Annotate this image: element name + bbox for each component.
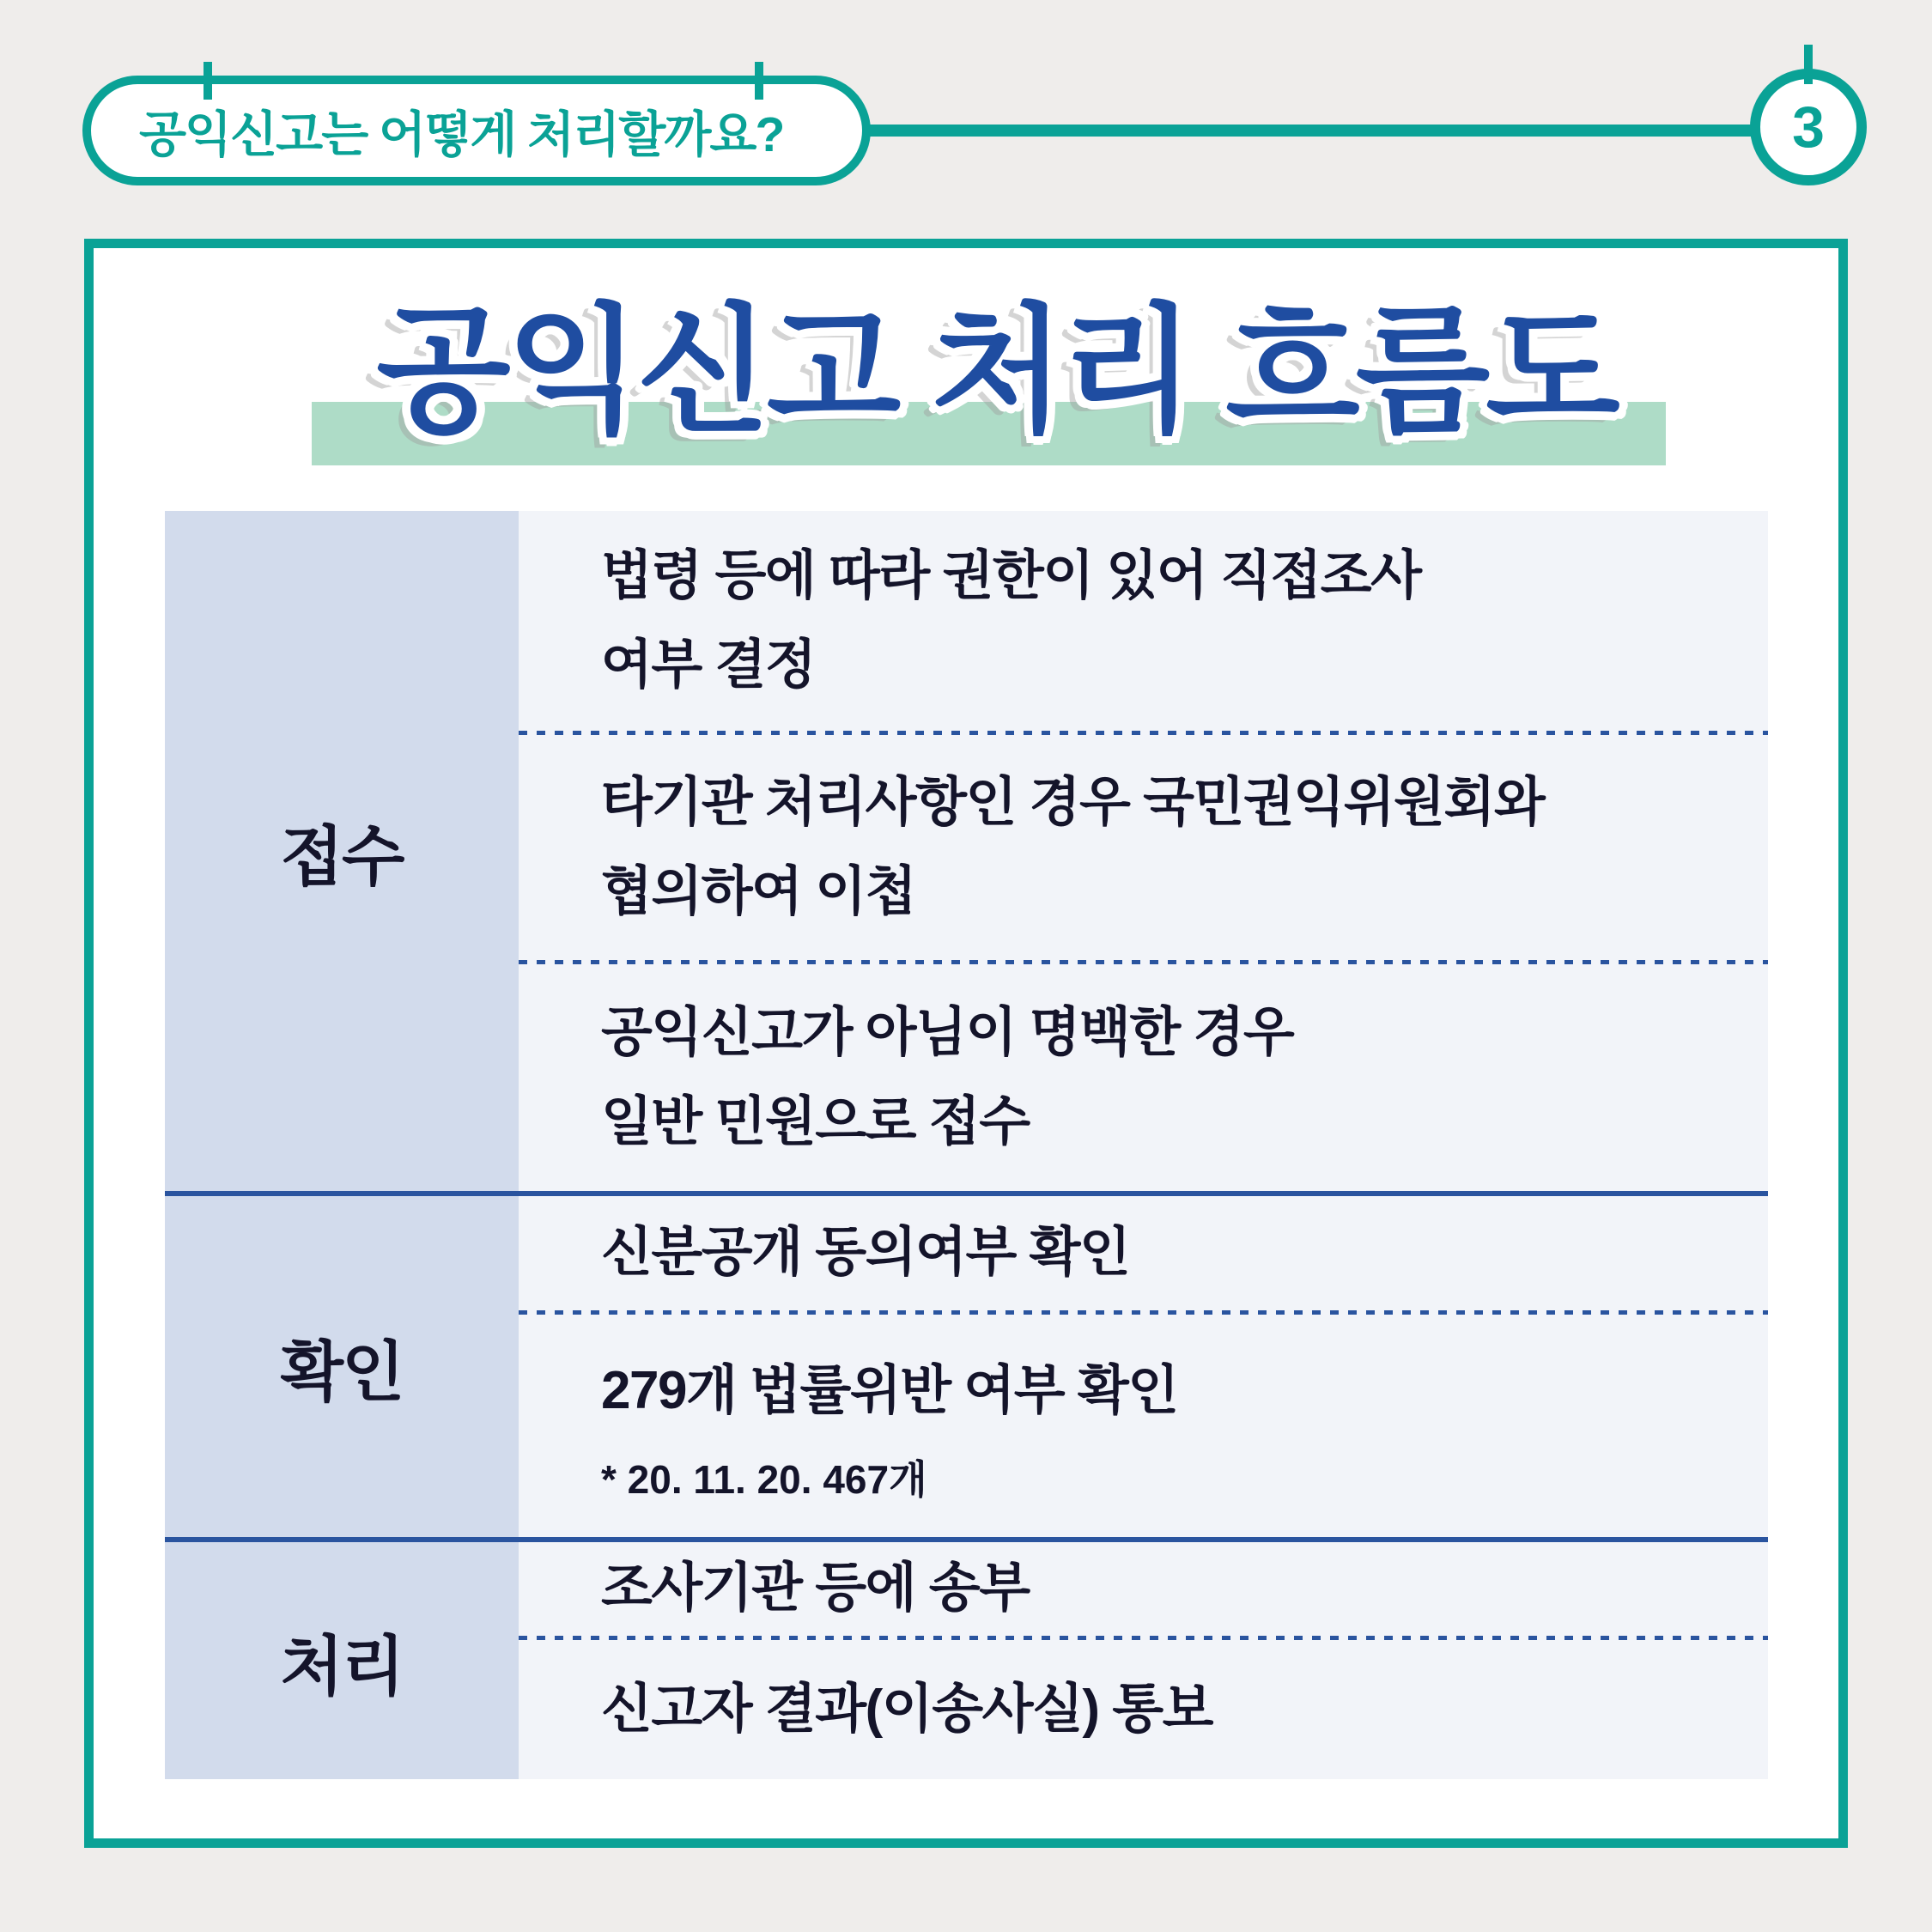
flow-item — [519, 1640, 1768, 1779]
header-badge-label: 공익신고는 어떻게 처리할까요? — [139, 107, 784, 162]
section-label-cell — [165, 511, 519, 1191]
flow-item-line: 협의하여 이첩 — [601, 862, 916, 921]
section-label: 처리 — [280, 1630, 404, 1704]
section-label-cell — [165, 1196, 519, 1537]
flow-item — [519, 735, 1768, 960]
badge-tick-left — [204, 62, 212, 100]
page-number: 3 — [1792, 94, 1825, 160]
page-title: 공익신고 처리 흐름도 — [376, 294, 1616, 449]
flow-item — [519, 1542, 1768, 1636]
header-badge — [82, 76, 871, 185]
flow-item-line: 조사기관 등에 송부 — [601, 1558, 1030, 1619]
flow-item-line: 신분공개 동의여부 확인 — [601, 1223, 1130, 1283]
page-number-badge — [1750, 69, 1867, 185]
flow-item-line: 279개 법률위반 여부 확인 — [601, 1361, 1178, 1421]
section-label-cell — [165, 1542, 519, 1779]
flow-item-line: 공익신고가 아님이 명백한 경우 — [601, 1002, 1294, 1062]
flow-item — [519, 1196, 1768, 1310]
flow-item-line: 여부 결정 — [601, 635, 816, 695]
flow-item — [519, 964, 1768, 1191]
flow-section-processing — [165, 1537, 1768, 1779]
section-label: 접수 — [280, 820, 404, 894]
circle-tick — [1804, 45, 1813, 84]
header-connector-line — [867, 125, 1757, 137]
flow-section-verification — [165, 1191, 1768, 1537]
flow-item-note: * 20. 11. 20. 467개 — [601, 1456, 927, 1502]
flow-item-line: 신고자 결과(이송사실) 통보 — [601, 1679, 1213, 1739]
section-content-cell — [519, 1196, 1768, 1537]
section-content-cell — [519, 511, 1768, 1191]
flow-item-line: 법령 등에 따라 권한이 있어 직접조사 — [601, 545, 1421, 605]
flow-item-line: 타기관 처리사항인 경우 국민권익위원회와 — [601, 772, 1545, 832]
section-content-cell — [519, 1542, 1768, 1779]
flow-item-line: 일반 민원으로 접수 — [601, 1092, 1030, 1151]
flow-item — [519, 511, 1768, 731]
flow-item — [519, 1315, 1768, 1537]
section-label: 확인 — [280, 1336, 404, 1409]
flow-section-reception — [165, 511, 1768, 1191]
badge-tick-right — [755, 62, 763, 100]
flow-table — [165, 511, 1768, 1779]
